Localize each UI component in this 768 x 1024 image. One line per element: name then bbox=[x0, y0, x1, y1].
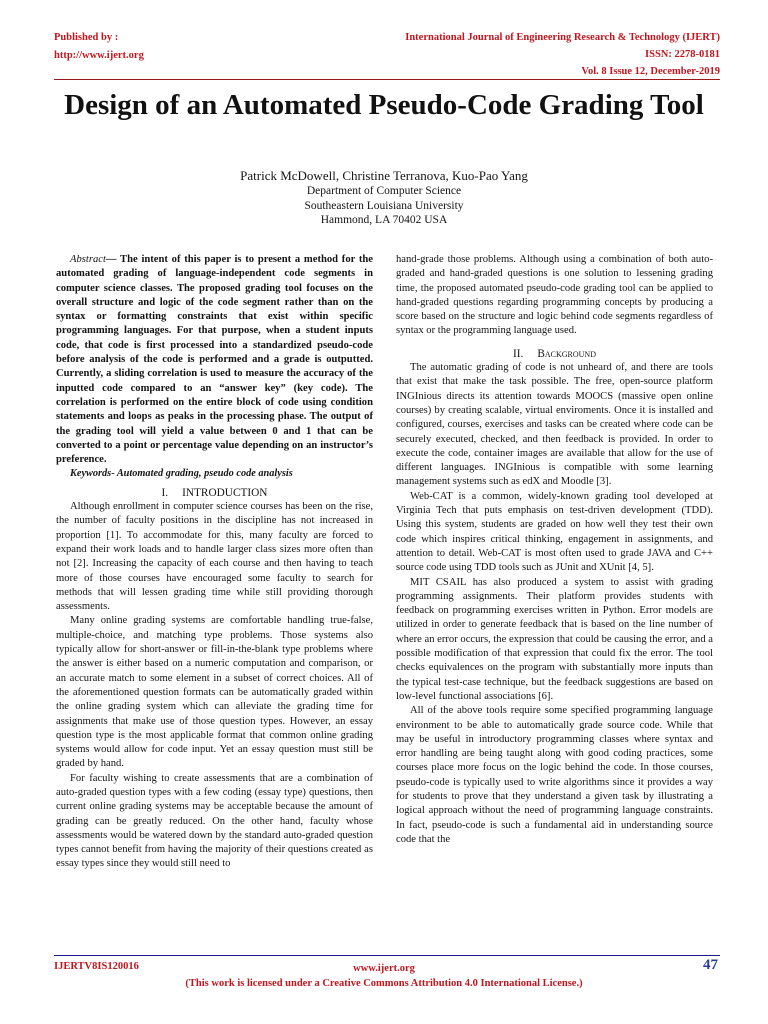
section-number: I. bbox=[161, 486, 169, 499]
paragraph: Although enrollment in computer science courses has been on the rise, the number of faculty positions in the discipline has not increased in proportion [1]. To accommodate for this, many faculty are forced to expand their work loads and to handle larger class sizes more often than not [2]. Increasing the capacity of each course and then having to teach more of those courses have encouraged some faculty to search for methods that will lessen grading time while still providing thorough assessments. bbox=[56, 501, 373, 613]
right-column bbox=[396, 253, 713, 847]
keywords-label: Keywords- bbox=[70, 468, 115, 480]
department: Department of Computer Science bbox=[306, 185, 462, 197]
abstract bbox=[56, 253, 373, 467]
abstract-label: Abstract bbox=[70, 254, 106, 265]
paper-title: Design of an Automated Pseudo-Code Grading Tool bbox=[64, 89, 704, 121]
page-number: 47 bbox=[703, 957, 718, 973]
paragraph: Web-CAT is a common, widely-known grading tool developed at Virginia Tech that puts emphasis on test-driven development (TDD). Using this system, students are graded on how well they test their own code which inspires critical thinking, engagement in assignments, and attention to detail. Web-CAT is most often used to grade JAVA and C++ source code using TDD tools such as JUnit and XUnit [4, 5]. bbox=[396, 490, 713, 574]
paragraph: MIT CSAIL has also produced a system to assist with grading programming assignments. Their platform provides students with feedback on programming exercises written in Python. Error models are utilized in order to generate feedback that is based on the line number of where an error occurs, the expression that could be causing the error, and a possible modification of that expression that could fix the error. The tool checks equivalences on the program with substantially more inputs than the typical test-case technique, but the feedback suggestions are based on low-level functional associations [6]. bbox=[396, 576, 713, 702]
paragraph-continuation: hand-grade those problems. Although using a combination of both auto-graded and hand-graded questions is one solution to lessening grading time, the proposed automated pseudo-code grading tool can be applied to hand-graded questions regarding programming concepts by producing a score based on the structure and logic behind code segments regardless of syntax or the programming language used. bbox=[396, 254, 713, 337]
footer-site-link[interactable]: www.ijert.org bbox=[353, 963, 415, 974]
section-heading-introduction bbox=[56, 486, 373, 500]
section-title: INTRODUCTION bbox=[182, 486, 268, 499]
issn: ISSN: 2278-0181 bbox=[645, 49, 720, 60]
journal-name: International Journal of Engineering Research & Technology (IJERT) bbox=[405, 32, 720, 43]
volume-issue: Vol. 8 Issue 12, December-2019 bbox=[581, 66, 720, 77]
paragraph: For faculty wishing to create assessments that are a combination of auto-graded question types with a few coding (essay type) questions, then current online grading systems may be acceptable because the amount of grading can be greatly reduced. On the other hand, faculty whose assessments would be watered down by the standard auto-graded question types cannot benefit from having the majority of their questions created as essay types since they would still need to bbox=[56, 772, 373, 870]
location: Hammond, LA 70402 USA bbox=[320, 214, 448, 226]
published-by-label: Published by : bbox=[54, 32, 119, 43]
author-affiliation bbox=[0, 184, 768, 228]
keywords bbox=[56, 467, 373, 481]
footer-center bbox=[0, 961, 768, 991]
abstract-dash: — bbox=[105, 254, 121, 265]
left-column bbox=[56, 253, 373, 872]
university: Southeastern Louisiana University bbox=[304, 199, 464, 212]
keywords-text: Automated grading, pseudo code analysis bbox=[114, 468, 293, 480]
paragraph: Many online grading systems are comfortable handling true-false, multiple-choice, and matching type problems. Those systems also typically allow for short-answer or fill-in-the-blank type problems where the answer is either based on a numeric computation and comparison, or an accurate match to some element in a subset of correct choices. All of the aforementioned question formats can be automatically graded within the online grading system which can alleviate the grading time for assignments that make use of those question types. However, an essay question type is the most applicable format that common online grading systems would allow for code input. Yet an essay question must still be graded by hand. bbox=[56, 615, 373, 770]
paragraph: All of the above tools require some specified programming language environment to be able to automatically grade source code. While that may be useful in introductory programming classes where syntax and error handling are being taught along with good coding practices, some courses place more focus on the logic behind the code. In those courses, pseudo-code is typically used to write algorithms since it provides a way for students to prove that they understand a given task by illustrating a logical approach without the need of programming language constraints. In fact, pseudo-code is such a fundamental aid in understanding source code that the bbox=[396, 705, 713, 845]
section-number: II. bbox=[512, 347, 524, 360]
paper-authors: Patrick McDowell, Christine Terranova, Kuo-Pao Yang bbox=[240, 168, 528, 183]
paper-id: IJERTV8IS120016 bbox=[54, 961, 139, 972]
header-journal-info bbox=[405, 29, 720, 80]
paragraph: The automatic grading of code is not unheard of, and there are tools that exist that make the task possible. The free, open-source platform INGInious directs its attention towards MOOCS (massive open online courses) by creating scalable, virtual enviroments. Once it is installed and configured, courses, exercises and tasks can be created where code can be securely executed, checked, and then feedback is provided. In order to execute the code, container images are available that allow for the use of different languages. INGInious is compatible with some learning management systems such as edX and Moodle [3]. bbox=[396, 362, 713, 488]
section-title: Background bbox=[537, 347, 596, 360]
publisher-url-link[interactable]: http://www.ijert.org bbox=[54, 50, 144, 61]
abstract-text: The intent of this paper is to present a method for the automated grading of language-independent code segments in computer science classes. The proposed grading tool focuses on the overall structure and logic of the code segment rather than on the syntax or formatting constraints that exist within specific programming languages. For that purpose, when a student inputs code, that code is first processed into a standardized pseudo-code before analysis of the code is performed and a grade is outputted. Currently, a sliding correlation is used to measure the accuracy of the inputted code compared to an “answer key” (key code). The correlation is performed on the entire block of code using condition statements and loops as peaks in the processing phase. The output of the grading tool will yield a value between 0 and 1 that can be converted to a point or percentage value depending on an instructor’s preference. bbox=[56, 254, 373, 466]
footer-divider bbox=[54, 955, 720, 956]
header-publisher bbox=[54, 29, 144, 65]
license-notice: (This work is licensed under a Creative Commons Attribution 4.0 International License.) bbox=[185, 978, 583, 989]
section-heading-background bbox=[396, 347, 713, 361]
header-divider bbox=[54, 79, 720, 80]
